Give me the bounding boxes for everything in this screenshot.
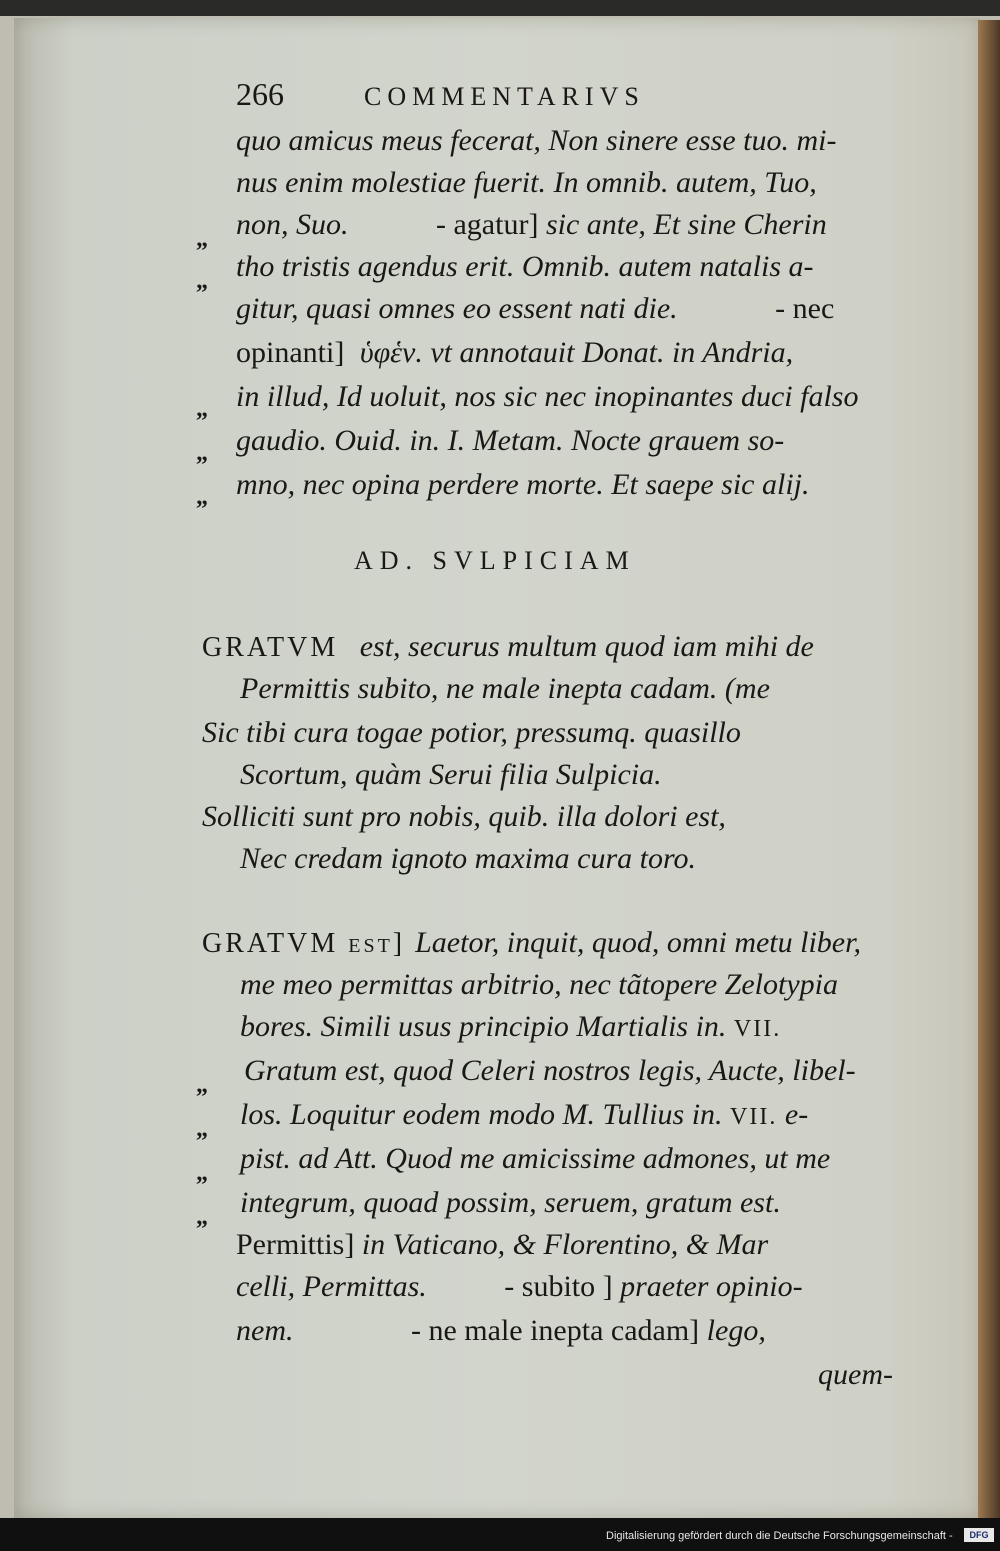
page-number: 266 <box>236 76 284 112</box>
text-line: me meo permittas arbitrio, nec tãtopere Zelotypia <box>240 968 838 1001</box>
page-header <box>236 76 645 113</box>
text-line <box>240 1010 781 1050</box>
text-line: gaudio. Ouid. in. I. Metam. Nocte grauem so- <box>236 424 785 457</box>
text-segment: bores. Simili usus principio Martialis in. <box>240 1010 727 1043</box>
quote-mark: „ <box>196 440 208 466</box>
running-title: COMMENTARIVS <box>364 82 645 111</box>
lemma: - agatur] <box>436 208 546 241</box>
quote-mark: „ <box>196 226 208 252</box>
verse-line <box>202 630 814 670</box>
digitization-credit: Digitalisierung gefördert durch die Deutsche Forschungsgemeinschaft - <box>606 1530 953 1542</box>
lemma: - ne male inepta cadam] <box>410 1314 707 1347</box>
text-line <box>236 1314 766 1354</box>
text-line: nus enim molestiae fuerit. In omnib. autem, Tuo, <box>236 166 817 199</box>
quote-mark: „ <box>196 1204 208 1230</box>
text-segment: praeter opinio- <box>620 1270 803 1303</box>
verse-line: Solliciti sunt pro nobis, quib. illa dolori est, <box>202 800 726 833</box>
text-line: in illud, Id uoluit, nos sic nec inopinantes duci falso <box>236 380 859 413</box>
text-line <box>236 1228 768 1268</box>
quote-mark: „ <box>196 1116 208 1142</box>
catchword: quem- <box>818 1358 893 1391</box>
text-line: Gratum est, quod Celeri nostros legis, Aucte, libel- <box>244 1054 856 1087</box>
text-segment: lego, <box>706 1314 766 1347</box>
quote-mark: „ <box>196 1072 208 1098</box>
scan-top-border <box>0 0 1000 16</box>
numeral: VII. <box>730 1104 778 1130</box>
text-line: quo amicus meus fecerat, Non sinere esse tuo. mi- <box>236 124 837 157</box>
text-line: mno, nec opina perdere morte. Et saepe sic alij. <box>236 468 810 501</box>
text-line <box>236 336 793 376</box>
initial-word: GRATVM <box>202 632 339 663</box>
quote-mark: „ <box>196 484 208 510</box>
verse-line: Sic tibi cura togae potior, pressumq. quasillo <box>202 716 741 749</box>
lemma: GRATVM est] <box>202 928 416 959</box>
text-line: pist. ad Att. Quod me amicissime admones, ut me <box>240 1142 831 1175</box>
quote-mark: „ <box>196 1160 208 1186</box>
text-line <box>240 1098 808 1138</box>
text-segment: non, Suo. <box>236 208 349 241</box>
lemma: - nec <box>775 292 835 325</box>
text-line <box>236 1270 803 1310</box>
verse-text: est, securus multum quod iam mihi de <box>359 630 814 663</box>
text-segment: ὑφἑν. vt annotauit Donat. in Andria, <box>359 336 794 369</box>
section-heading: AD. SVLPICIAM <box>354 546 636 575</box>
text-line: integrum, quoad possim, seruem, gratum est. <box>240 1186 781 1219</box>
text-segment: nem. <box>236 1314 294 1347</box>
lemma: Permittis] <box>236 1228 362 1261</box>
verse-line: Permittis subito, ne male inepta cadam. (me <box>240 672 770 705</box>
text-segment: e- <box>784 1098 809 1131</box>
text-line <box>202 926 861 966</box>
text-segment: sic ante, Et sine Cherin <box>545 208 827 241</box>
numeral: VII. <box>733 1016 782 1042</box>
verse-line: Scortum, quàm Serui filia Sulpicia. <box>240 758 662 791</box>
text-line <box>236 208 827 248</box>
text-segment: in Vaticano, & Florentino, & Mar <box>361 1228 769 1261</box>
text-segment: los. Loquitur eodem modo M. Tullius in. <box>240 1098 723 1131</box>
lemma: opinanti] <box>236 336 352 369</box>
text-line <box>236 292 834 332</box>
book-edge <box>978 20 1000 1518</box>
text-segment: gitur, quasi omnes eo essent nati die. <box>236 292 678 325</box>
quote-mark: „ <box>196 396 208 422</box>
verse-line: Nec credam ignoto maxima cura toro. <box>240 842 697 875</box>
text-segment: Laetor, inquit, quod, omni metu liber, <box>415 926 861 959</box>
lemma: - subito ] <box>504 1270 621 1303</box>
text-segment: celli, Permittas. <box>236 1270 427 1303</box>
quote-mark: „ <box>196 268 208 294</box>
dfg-logo: DFG <box>964 1528 994 1542</box>
text-line: tho tristis agendus erit. Omnib. autem natalis a- <box>236 250 814 283</box>
